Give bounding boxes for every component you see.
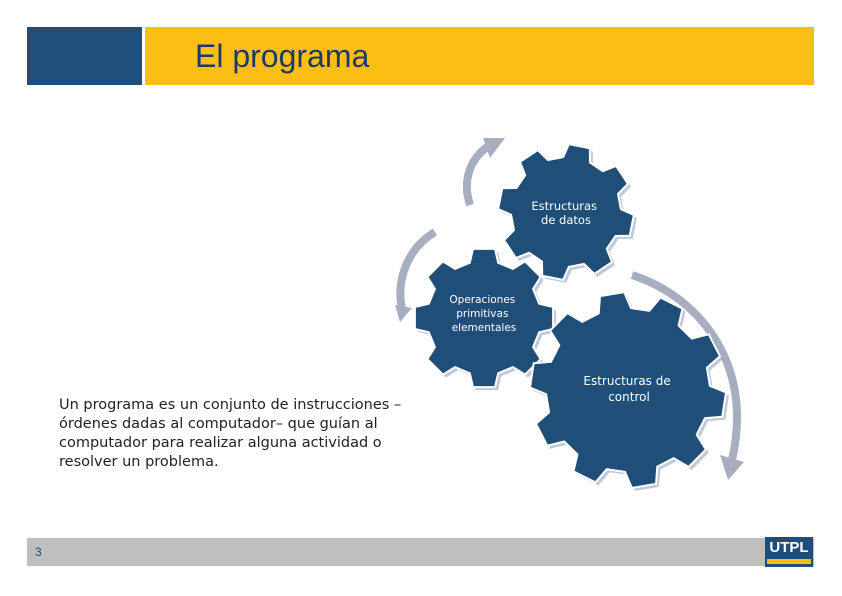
arrow-top	[467, 145, 490, 205]
gear-label-2-line-3: elementales	[451, 322, 517, 334]
gear-label-1-line-2: de datos	[541, 213, 591, 227]
logo-strip	[767, 559, 811, 564]
page-number: 3	[35, 545, 42, 559]
gear-label-1-line-1: Estructuras	[531, 199, 598, 213]
arrow-head-left	[395, 305, 412, 322]
gear-label-2	[449, 294, 518, 334]
gear-label-1	[531, 199, 600, 227]
utpl-logo	[765, 537, 813, 567]
gear-label-2-line-2: primitivas	[456, 308, 509, 320]
footer-bar	[27, 538, 814, 566]
gear-label-3-line-2: control	[608, 390, 650, 404]
gear-label-2-line-1: Operaciones	[449, 294, 516, 306]
logo-text: UTPL	[769, 539, 809, 556]
slide-title: El programa	[195, 38, 370, 74]
gear-label-3-line-1: Estructuras de	[583, 374, 671, 388]
body-paragraph: Un programa es un conjunto de instrucciones –órdenes dadas al computador– que guían al computador para realizar alguna actividad o resolver un problema.	[59, 397, 402, 470]
arrow-head-right	[720, 455, 744, 480]
